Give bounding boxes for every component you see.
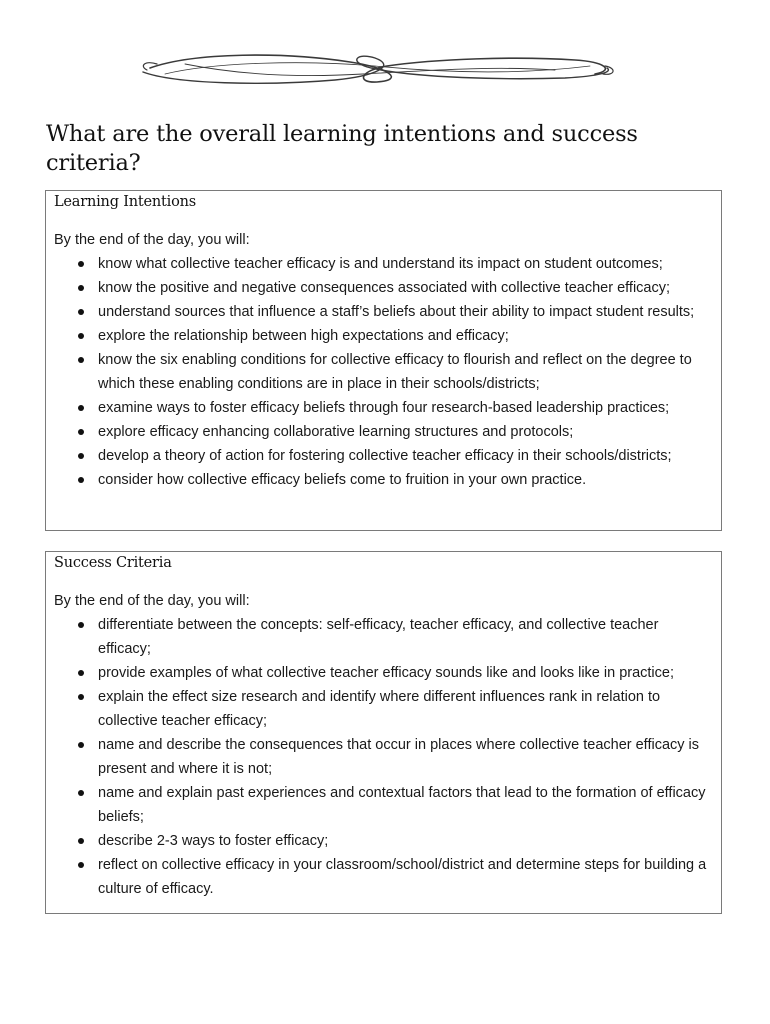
- list-item: [54, 396, 713, 420]
- learning-intentions-intro: By the end of the day, you will:: [54, 232, 250, 248]
- list-item: [54, 853, 713, 901]
- list-item-text: explain the effect size research and identify where different influences rank in relation to collective teacher efficacy;: [98, 689, 661, 729]
- bullet-icon: [78, 790, 84, 796]
- bullet-icon: [78, 333, 84, 339]
- bullet-icon: [78, 285, 84, 291]
- list-item: [54, 324, 713, 348]
- learning-intentions-box: [45, 190, 722, 531]
- list-item-text: differentiate between the concepts: self-efficacy, teacher efficacy, and collective teacher efficacy;: [98, 617, 659, 657]
- list-item: [54, 733, 713, 781]
- list-item: [54, 468, 713, 492]
- learning-intentions-heading: Learning Intentions: [54, 194, 196, 210]
- page-title: What are the overall learning intentions and success criteria?: [46, 121, 638, 176]
- list-item-text: examine ways to foster efficacy beliefs through four research-based leadership practices;: [98, 400, 670, 416]
- bullet-icon: [78, 453, 84, 459]
- list-item: [54, 252, 713, 276]
- list-item: [54, 276, 713, 300]
- success-criteria-list: [54, 613, 713, 901]
- list-item: [54, 420, 713, 444]
- success-criteria-intro: By the end of the day, you will:: [54, 593, 250, 609]
- list-item-text: explore the relationship between high expectations and efficacy;: [98, 328, 509, 344]
- list-item: [54, 685, 713, 733]
- bullet-icon: [78, 261, 84, 267]
- bullet-icon: [78, 742, 84, 748]
- list-item-text: name and explain past experiences and contextual factors that lead to the formation of efficacy beliefs;: [98, 785, 706, 825]
- bullet-icon: [78, 622, 84, 628]
- list-item-text: understand sources that influence a staff’s beliefs about their ability to impact student results;: [98, 304, 695, 320]
- bullet-icon: [78, 670, 84, 676]
- list-item-text: reflect on collective efficacy in your classroom/school/district and determine steps for building a culture of efficacy.: [98, 857, 707, 897]
- bullet-icon: [78, 477, 84, 483]
- learning-intentions-list: [54, 252, 713, 492]
- list-item: [54, 348, 713, 396]
- bullet-icon: [78, 862, 84, 868]
- bullet-icon: [78, 357, 84, 363]
- list-item-text: know the six enabling conditions for collective efficacy to flourish and reflect on the degree to which these enabling conditions are in place in their schools/districts;: [98, 352, 692, 392]
- list-item-text: develop a theory of action for fostering collective teacher efficacy in their schools/districts;: [98, 448, 672, 464]
- list-item-text: explore efficacy enhancing collaborative learning structures and protocols;: [98, 424, 574, 440]
- list-item-text: know what collective teacher efficacy is and understand its impact on student outcomes;: [98, 256, 663, 272]
- bullet-icon: [78, 838, 84, 844]
- list-item-text: know the positive and negative consequences associated with collective teacher efficacy;: [98, 280, 671, 296]
- success-criteria-heading: Success Criteria: [54, 555, 172, 571]
- list-item: [54, 781, 713, 829]
- bullet-icon: [78, 429, 84, 435]
- list-item: [54, 613, 713, 661]
- list-item: [54, 444, 713, 468]
- list-item-text: name and describe the consequences that occur in places where collective teacher efficacy is present and where it is not;: [98, 737, 700, 777]
- bullet-icon: [78, 309, 84, 315]
- list-item: [54, 300, 713, 324]
- ornamental-flourish-icon: [135, 44, 620, 94]
- list-item-text: describe 2-3 ways to foster efficacy;: [98, 833, 329, 849]
- bullet-icon: [78, 405, 84, 411]
- bullet-icon: [78, 694, 84, 700]
- list-item: [54, 661, 713, 685]
- list-item-text: consider how collective efficacy beliefs come to fruition in your own practice.: [98, 472, 587, 488]
- success-criteria-box: [45, 551, 722, 914]
- list-item-text: provide examples of what collective teacher efficacy sounds like and looks like in practice;: [98, 665, 674, 681]
- list-item: [54, 829, 713, 853]
